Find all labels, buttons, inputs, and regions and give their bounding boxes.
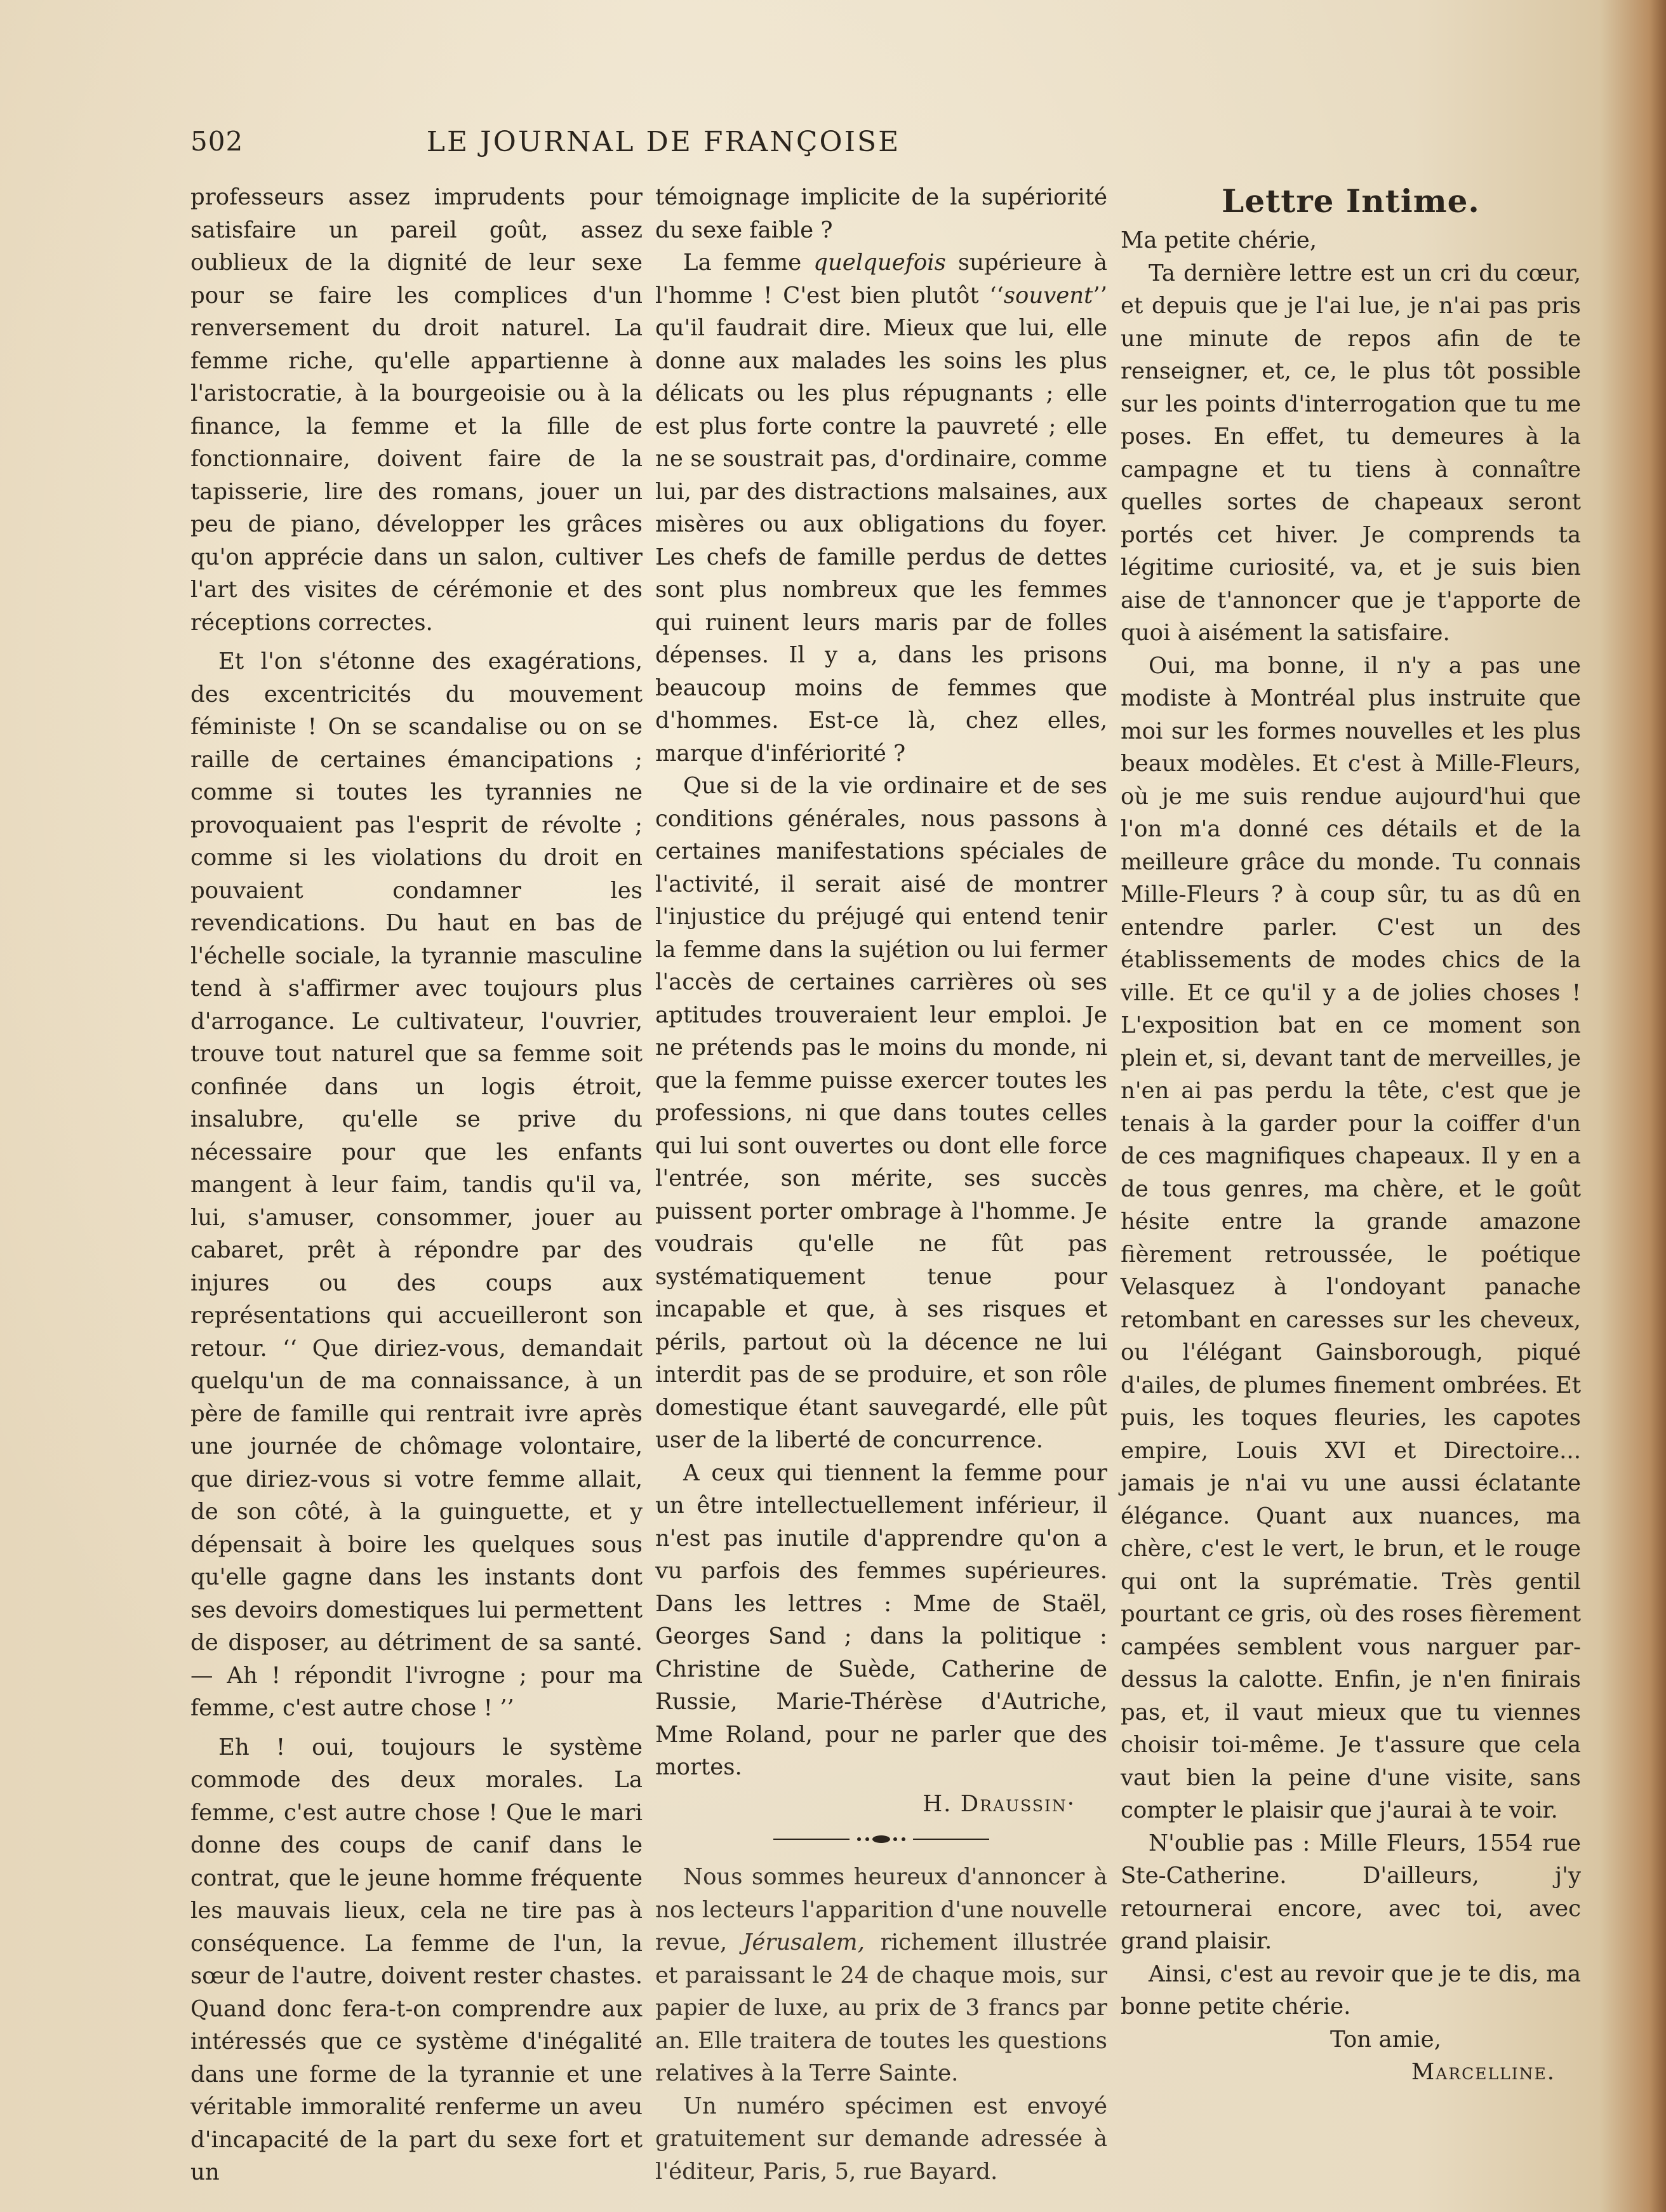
column-3 [1121, 181, 1581, 2089]
paragraph: témoignage implicite de la supériorité du sexe faible ? [655, 184, 1107, 243]
paragraph: Et l'on s'étonne des exagérations, des excentricités du mouvement féministe ! On se scandalise ou on se raille de certaines émancipations ; comme si toutes les tyrannies ne provoquaient pas l'esprit de révolte ; comme si les violations du droit en pouvaient condamner les revendications. Du haut en bas de l'échelle sociale, la tyrannie masculine tend à s'affirmer avec toujours plus d'arrogance. Le cultivateur, l'ouvrier, trouve tout naturel que sa femme soit confinée dans un logis étroit, insalubre, qu'elle se prive du nécessaire pour que les enfants mangent à leur faim, tandis qu'il va, lui, s'amuser, consommer, jouer au cabaret, prêt à répondre par des injures ou des coups aux représentations qui accueilleront son retour. ‘‘ Que diriez-vous, demandait quelqu'un de ma connaissance, à un père de famille qui rentrait ivre après une journée de chômage volontaire, que diriez-vous si votre femme allait, de son côté, à la guinguette, et y dépensait à boire les quelques sous qu'elle gagne dans les instants dont ses devoirs domestiques lui permettent de disposer, au détriment de sa santé. — Ah ! répondit l'ivrogne ; pour ma femme, c'est autre chose ! ’’ [190, 648, 643, 1721]
page-number: 502 [190, 126, 244, 157]
letter-closing: Ton amie, [1330, 2026, 1441, 2053]
column-2 [655, 181, 1107, 2188]
ornamental-divider [767, 1833, 996, 1846]
letter-signature: Marcelline. [1411, 2059, 1556, 2085]
paragraph: Ainsi, c'est au revoir que je te dis, ma bonne petite chérie. [1121, 1961, 1581, 2020]
paragraph: Que si de la vie ordinaire et de ses conditions générales, nous passons à certaines manifestations spéciales de l'activité, il serait aisé de montrer l'injustice du préjugé qui entend tenir la femme dans la sujétion ou lui fermer l'accès de certaines carrières où ses aptitudes trouveraient leur emploi. Je ne prétends pas le moins du monde, ni que la femme puisse exercer toutes les professions, ni que dans toutes celles qui lui sont ouvertes ou dont elle force l'entrée, son mérite, ses succès puissent porter ombrage à l'homme. Je voudrais qu'elle ne fût pas systématiquement tenue pour incapable et que, à ses risques et périls, partout où la décence ne lui interdit pas de se produire, et son rôle domestique étant sauvegardé, elle pût user de la liberté de concurrence. [655, 773, 1107, 1453]
paragraph: La femme quelquefois supérieure à l'homme ! C'est bien plutôt ‘‘souvent’’ qu'il faudrait dire. Mieux que lui, elle donne aux malades les soins les plus délicats ou les plus répugnants ; elle est plus forte contre la pauvreté ; elle ne se soustrait pas, d'ordinaire, comme lui, par des distractions malsaines, aux misères ou aux obligations du foyer. Les chefs de famille perdus de dettes sont plus nombreux que les femmes qui ruinent leurs maris par de folles dépenses. Il y a, dans les prisons beaucoup moins de femmes que d'hommes. Est-ce là, chez elles, marque d'infériorité ? [655, 250, 1107, 767]
paragraph: N'oublie pas : Mille Fleurs, 1554 rue Ste-Catherine. D'ailleurs, j'y retournerai encore, avec toi, avec grand plaisir. [1121, 1830, 1581, 1954]
article-title: Lettre Intime. [1222, 182, 1480, 220]
notice-paragraph: Un numéro spécimen est envoyé gratuitement sur demande adressée à l'éditeur, Paris, 5, rue Bayard. [655, 2093, 1107, 2185]
paragraph: A ceux qui tiennent la femme pour un être intellectuellement inférieur, il n'est pas inutile d'apprendre qu'on a vu parfois des femmes supérieures. Dans les lettres : Mme de Staël, Georges Sand ; dans la politique : Christine de Suède, Catherine de Russie, Marie-Thérèse d'Autriche, Mme Roland, pour ne parler que des mortes. [655, 1459, 1107, 1780]
paragraph: Eh ! oui, toujours le système commode des deux morales. La femme, c'est autre chose ! Que le mari donne des coups de canif dans le contrat, que le jeune homme fréquente les mauvais lieux, cela ne tire pas à conséquence. La femme de l'un, la sœur de l'autre, doivent rester chastes. Quand donc fera-t-on comprendre aux intéressés que ce système d'inégalité dans une forme de la tyrannie et une véritable immoralité renferme un aveu d'incapacité de la part du sexe fort et un [190, 1734, 643, 2185]
paragraph: Ta dernière lettre est un cri du cœur, et depuis que je l'ai lue, je n'ai pas pris une minute de repos afin de te renseigner, et, ce, le plus tôt possible sur les points d'interrogation que tu me poses. En effet, tu demeures à la campagne et tu tiens à connaître quelles sortes de chapeaux seront portés cet hiver. Je comprends ta légitime curiosité, va, et je suis bien aise de t'annoncer que je t'apporte de quoi à aisément la satisfaire. [1121, 260, 1581, 646]
notice-paragraph: Nous sommes heureux d'annoncer à nos lecteurs l'apparition d'une nouvelle revue, Jérusalem, richement illustrée et paraissant le 24 de chaque mois, sur papier de luxe, au prix de 3 francs par an. Elle traitera de toutes les questions relatives à la Terre Sainte. [655, 1864, 1107, 2086]
paragraph: Oui, ma bonne, il n'y a pas une modiste à Montréal plus instruite que moi sur les formes nouvelles et les plus beaux modèles. Et c'est à Mille-Fleurs, où je me suis rendue aujourd'hui que l'on m'a donné ces détails et de la meilleure grâce du monde. Tu connais Mille-Fleurs ? à coup sûr, tu as dû en entendre parler. C'est un des établissements de modes chics de la ville. Et ce qu'il y a de jolies choses ! L'exposition bat en ce moment son plein et, si, devant tant de merveilles, je n'en ai pas perdu la tête, c'est que je tenais à la garder pour la coiffer d'un de ces magnifiques chapeaux. Il y en a de tous genres, ma chère, et le goût hésite entre la grande amazone fièrement retroussée, le poétique Velasquez à l'ondoyant panache retombant en caresses sur les cheveux, ou l'élégant Gainsborough, piqué d'ailes, de plumes finement ombrées. Et puis, les toques fleuries, les capotes empire, Louis XVI et Directoire... jamais je n'ai vu une aussi éclatante élégance. Quant aux nuances, ma chère, c'est le vert, le brun, et le rouge qui ont la suprématie. Très gentil pourtant ce gris, où des roses fièrement campées semblent vous narguer par-dessus la calotte. Enfin, je n'en finirais pas, et, il vaut mieux que tu viennes choisir toi-même. Je t'assure que cela vaut bien la peine d'une visite, sans compter le plaisir que j'aurai à te voir. [1121, 652, 1581, 1823]
page-header [190, 126, 1136, 164]
paragraph: professeurs assez imprudents pour satisfaire un pareil goût, assez oublieux de la dignité de leur sexe pour se faire les complices d'un renversement du droit naturel. La femme riche, qu'elle appartienne à l'aristocratie, à la bourgeoisie ou à la finance, la femme et la fille de fonctionnaire, doivent faire de la tapisserie, lire des romans, jouer un peu de piano, développer les grâces qu'on apprécie dans un salon, cultiver l'art des visites de cérémonie et des réceptions correctes. [190, 184, 643, 636]
column-1 [190, 181, 643, 2189]
salutation: Ma petite chérie, [1121, 227, 1317, 253]
article-signature: H. Draussin· [923, 1790, 1076, 1817]
journal-title: LE JOURNAL DE FRANÇOISE [426, 126, 901, 158]
